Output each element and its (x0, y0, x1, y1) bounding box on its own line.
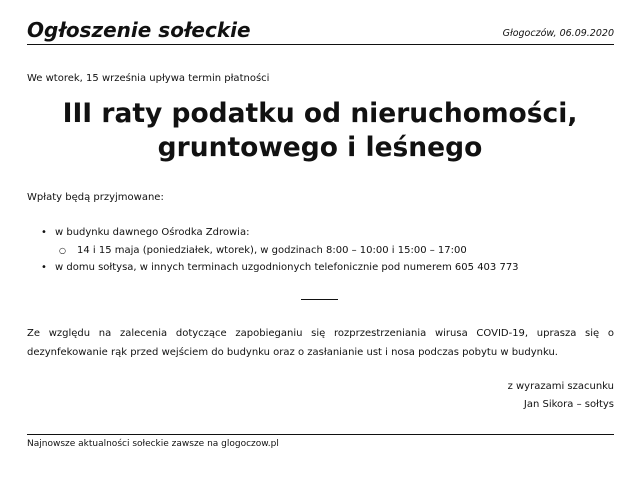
headline-line-1: III raty podatku od nieruchomości, (62, 98, 578, 129)
bullet-icon: • (41, 227, 47, 238)
header (27, 14, 614, 45)
payments-label: Wpłaty będą przyjmowane: (27, 192, 164, 203)
footer-text: Najnowsze aktualności sołeckie zawsze na glogoczow.pl (27, 439, 279, 449)
list-item-text: w budynku dawnego Ośrodka Zdrowia: (55, 227, 250, 238)
list-item (41, 224, 519, 242)
divider (301, 299, 338, 300)
intro-text: We wtorek, 15 września upływa termin płatności (27, 73, 270, 84)
page-title: Ogłoszenie sołeckie (27, 18, 251, 42)
circle-bullet-icon: ○ (59, 245, 66, 255)
covid-note: Ze względu na zalecenia dotyczące zapobieganiu się rozprzestrzeniania wirusa COVID-19, uprasza się o dezynfekowanie rąk przed wejściem do budynku oraz o zasłanianie ust i nosa podczas pobytu w budynku. (27, 328, 614, 358)
footer-divider (27, 434, 614, 435)
header-date: Głogoczów, 06.09.2020 (502, 28, 614, 39)
closing (508, 378, 614, 413)
sub-list-item (41, 242, 519, 260)
headline-line-2: gruntowego i leśnego (157, 132, 483, 163)
closing-greeting: z wyrazami szacunku (507, 381, 614, 392)
list-item-text: w domu sołtysa, w innych terminach uzgodnionych telefonicznie pod numerem 605 403 773 (55, 262, 519, 273)
headline (0, 97, 640, 165)
signature: Jan Sikora – sołtys (523, 398, 614, 410)
list-item (41, 259, 519, 277)
bullet-icon: • (41, 262, 47, 273)
sub-list-item-text: 14 i 15 maja (poniedziałek, wtorek), w godzinach 8:00 – 10:00 i 15:00 – 17:00 (77, 244, 467, 256)
payment-locations-list (41, 224, 519, 277)
